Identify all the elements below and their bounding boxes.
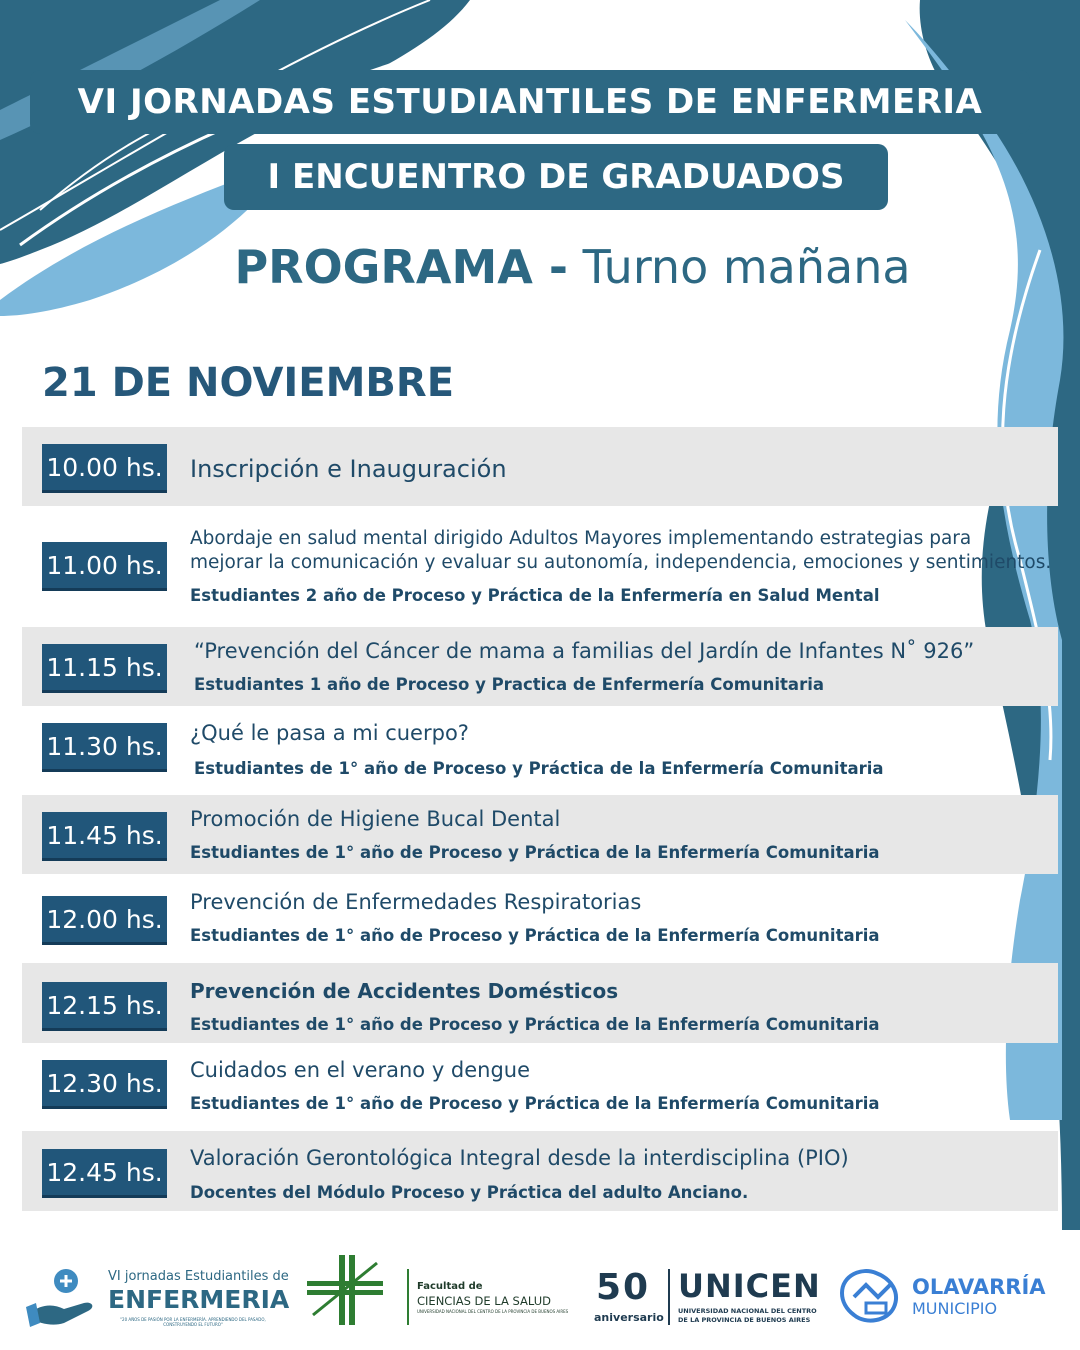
unicen-line2: DE LA PROVINCIA DE BUENOS AIRES [678, 1316, 811, 1324]
facultad-line1: Facultad de [417, 1281, 483, 1292]
event-date: 21 DE NOVIEMBRE [42, 360, 455, 406]
session-title: Cuidados en el verano y dengue [190, 1058, 531, 1082]
schedule-row-1115 [22, 627, 1058, 706]
program-heading [0, 240, 1080, 294]
hand-heart-icon [26, 1267, 102, 1329]
olavarria-sub: MUNICIPIO [912, 1299, 998, 1318]
session-title: ¿Qué le pasa a mi cuerpo? [190, 721, 469, 745]
session-title-line1: Abordaje en salud mental dirigido Adultos Mayores implementando estrategias para [190, 528, 972, 549]
session-presenters: Estudiantes de 1° año de Proceso y Práctica de la Enfermería Comunitaria [190, 1094, 880, 1113]
session-title: Prevención de Enfermedades Respiratorias [190, 890, 642, 914]
schedule-row-1230 [22, 1050, 1058, 1122]
jornadas-line2: ENFERMERIA [108, 1285, 290, 1314]
anniversary-number: 50 [596, 1267, 651, 1308]
program-shift: Turno mañana [582, 240, 911, 294]
schedule-row-1130 [22, 711, 1058, 785]
session-presenters: Docentes del Módulo Proceso y Práctica del adulto Anciano. [190, 1183, 749, 1202]
municipal-emblem-icon [836, 1263, 908, 1325]
session-title-line2: mejorar la comunicación y evaluar su autonomía, independencia, emociones y sentimientos. [190, 552, 1052, 573]
session-presenters: Estudiantes de 1° año de Proceso y Práctica de la Enfermería Comunitaria [190, 926, 880, 945]
jornadas-line1: VI jornadas Estudiantiles de [108, 1269, 289, 1284]
olavarria-name: OLAVARRÍA [912, 1275, 1046, 1299]
session-presenters: Estudiantes 1 año de Proceso y Practica de Enfermería Comunitaria [194, 675, 824, 694]
anniversary-word: aniversario [594, 1311, 664, 1324]
session-title: Valoración Gerontológica Integral desde la interdisciplina (PIO) [190, 1146, 849, 1170]
session-presenters: Estudiantes de 1° año de Proceso y Práctica de la Enfermería Comunitaria [190, 1015, 880, 1034]
session-title: Prevención de Accidentes Domésticos [190, 979, 619, 1003]
session-presenters: Estudiantes 2 año de Proceso y Práctica de la Enfermería en Salud Mental [190, 586, 880, 605]
schedule-row-1200 [22, 880, 1058, 956]
session-title: Inscripción e Inauguración [190, 455, 507, 483]
logo-jornadas [26, 1255, 290, 1335]
time-badge: 12.45 hs. [42, 1149, 167, 1198]
logo-olavarria [836, 1255, 1056, 1335]
session-presenters: Estudiantes de 1° año de Proceso y Práctica de la Enfermería Comunitaria [194, 759, 884, 778]
schedule-row-1000 [22, 427, 1058, 506]
divider [668, 1269, 670, 1325]
time-badge: 11.30 hs. [42, 723, 167, 772]
time-badge: 12.15 hs. [42, 982, 167, 1031]
time-badge: 11.45 hs. [42, 812, 167, 861]
schedule-row-1245 [22, 1131, 1058, 1211]
divider [407, 1269, 409, 1325]
schedule-row-1100 [22, 516, 1058, 614]
schedule-row-1215 [22, 963, 1058, 1043]
session-presenters: Estudiantes de 1° año de Proceso y Práctica de la Enfermería Comunitaria [190, 843, 880, 862]
cross-icon [305, 1255, 385, 1325]
facultad-line2: CIENCIAS DE LA SALUD [417, 1294, 551, 1308]
jornadas-tagline: "20 AÑOS DE PASIÓN POR LA ENFERMERÍA. APRENDIENDO DEL PASADO, CONSTRUYENDO EL FUTURO" [120, 1317, 266, 1327]
schedule-row-1145 [22, 795, 1058, 874]
unicen-name: UNICEN [678, 1267, 821, 1305]
unicen-line1: UNIVERSIDAD NACIONAL DEL CENTRO [678, 1307, 817, 1315]
main-title: VI JORNADAS ESTUDIANTILES DE ENFERMERIA [30, 70, 1030, 134]
session-title: “Prevención del Cáncer de mama a familias del Jardín de Infantes N˚ 926” [194, 639, 975, 663]
session-title: Promoción de Higiene Bucal Dental [190, 807, 561, 831]
time-badge: 12.30 hs. [42, 1060, 167, 1109]
time-badge: 11.15 hs. [42, 644, 167, 693]
logo-unicen [594, 1255, 821, 1335]
time-badge: 12.00 hs. [42, 896, 167, 945]
subtitle-banner: I ENCUENTRO DE GRADUADOS [224, 144, 888, 210]
program-bold: PROGRAMA - [234, 240, 568, 294]
facultad-line3: UNIVERSIDAD NACIONAL DEL CENTRO DE LA PROVINCIA DE BUENOS AIRES [417, 1309, 569, 1314]
logo-facultad [305, 1255, 580, 1335]
time-badge: 11.00 hs. [42, 542, 167, 591]
time-badge: 10.00 hs. [42, 444, 167, 493]
